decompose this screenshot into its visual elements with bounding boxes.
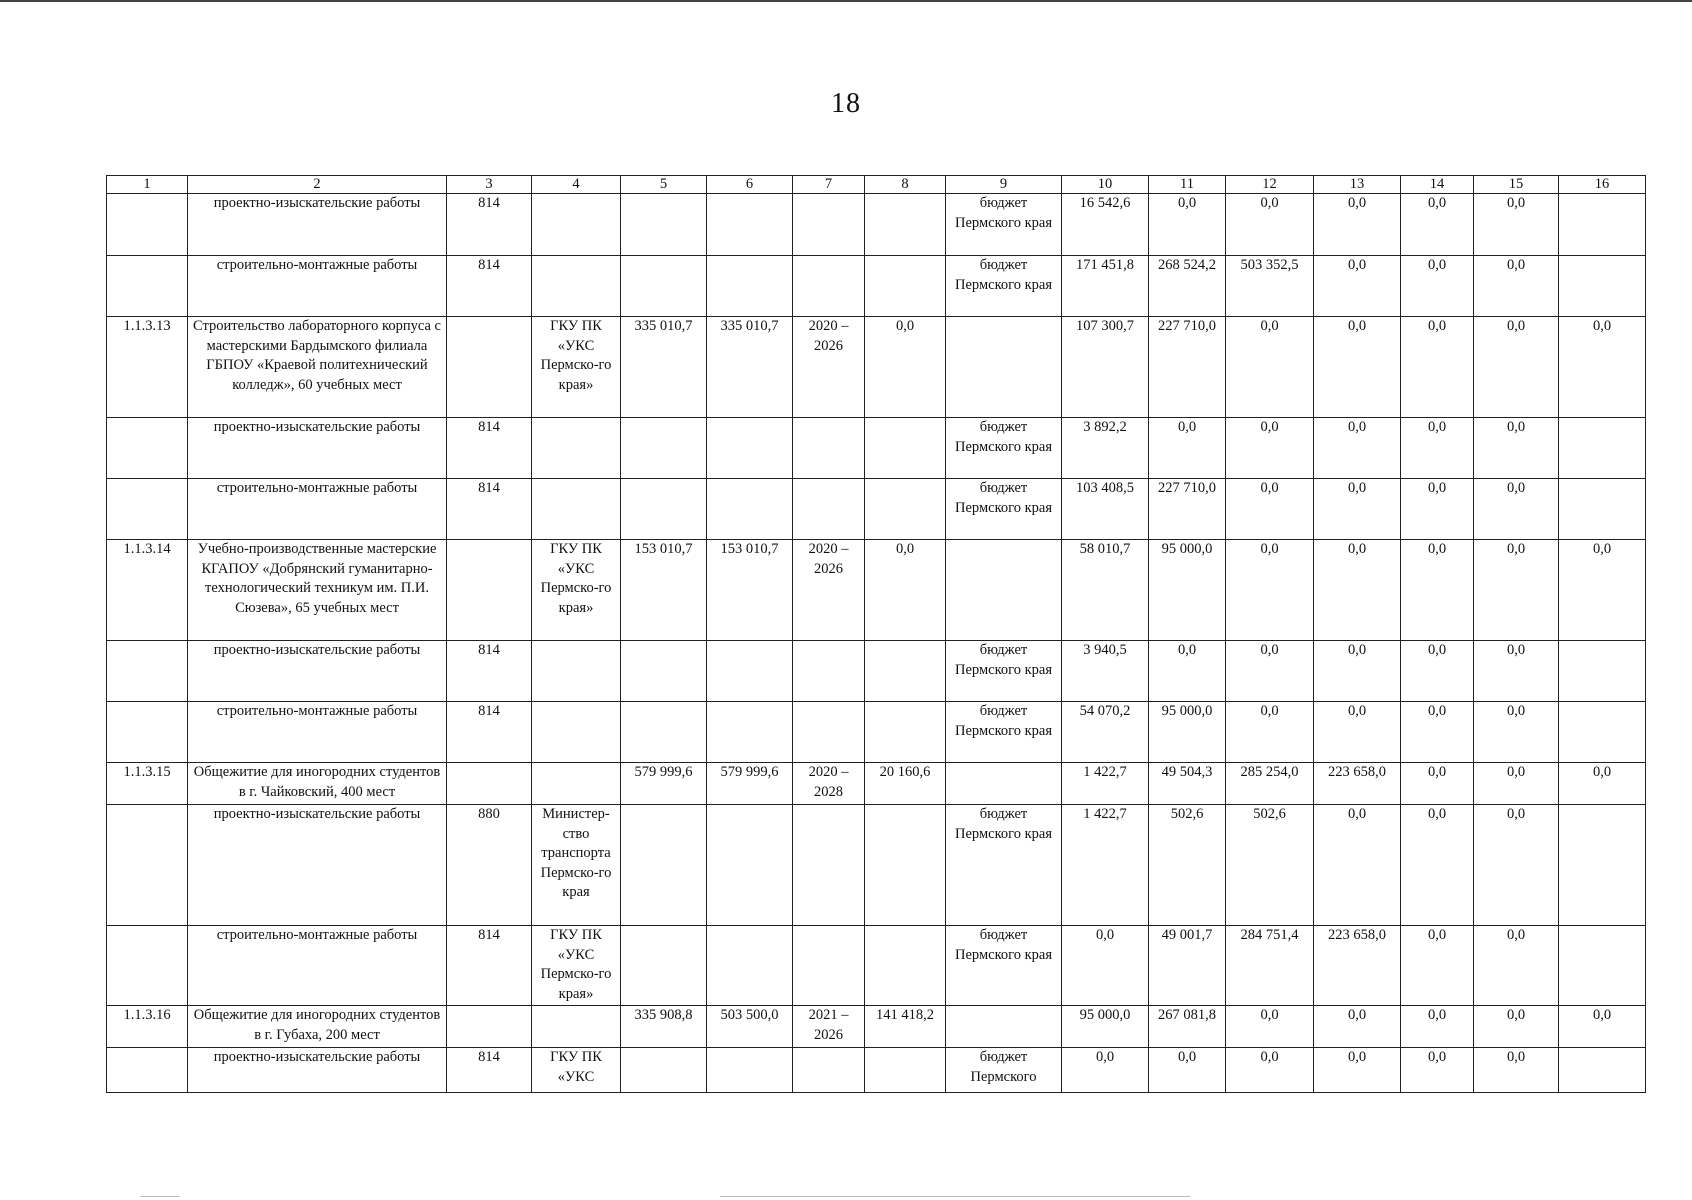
- value-cell: 0,0: [1226, 479, 1314, 540]
- executor-cell: [532, 418, 621, 479]
- value-cell: [621, 194, 707, 256]
- value-cell: 284 751,4: [1226, 926, 1314, 1006]
- item-code-cell: [107, 1048, 188, 1093]
- value-cell: 54 070,2: [1062, 702, 1149, 763]
- value-cell: [1559, 641, 1646, 702]
- value-cell: 0,0: [1559, 540, 1646, 641]
- value-cell: 579 999,6: [621, 763, 707, 805]
- value-cell: 223 658,0: [1314, 926, 1401, 1006]
- item-code-cell: 1.1.3.16: [107, 1006, 188, 1048]
- value-cell: 0,0: [1062, 1048, 1149, 1093]
- value-cell: 0,0: [1401, 418, 1474, 479]
- value-cell: [707, 641, 793, 702]
- item-row: [107, 317, 1646, 418]
- funding-source-cell: бюджет Пермского края: [946, 418, 1062, 479]
- column-number-header: 9: [946, 176, 1062, 194]
- value-cell: 0,0: [1401, 702, 1474, 763]
- value-cell: 2020 – 2028: [793, 763, 865, 805]
- value-cell: 0,0: [1314, 1006, 1401, 1048]
- value-cell: 2021 – 2026: [793, 1006, 865, 1048]
- value-cell: 268 524,2: [1149, 256, 1226, 317]
- value-cell: 0,0: [1314, 317, 1401, 418]
- funding-source-cell: бюджет Пермского края: [946, 702, 1062, 763]
- executor-cell: [532, 641, 621, 702]
- column-number-header: 14: [1401, 176, 1474, 194]
- value-cell: 503 500,0: [707, 1006, 793, 1048]
- value-cell: 0,0: [1401, 540, 1474, 641]
- value-cell: 0,0: [1149, 418, 1226, 479]
- value-cell: 0,0: [1474, 540, 1559, 641]
- column-number-header: 16: [1559, 176, 1646, 194]
- executor-cell: [532, 194, 621, 256]
- value-cell: [621, 805, 707, 926]
- column-number-header: 5: [621, 176, 707, 194]
- value-cell: 0,0: [1474, 926, 1559, 1006]
- value-cell: [707, 418, 793, 479]
- value-cell: 0,0: [1226, 702, 1314, 763]
- value-cell: [621, 418, 707, 479]
- value-cell: [707, 256, 793, 317]
- value-cell: [621, 641, 707, 702]
- value-cell: 227 710,0: [1149, 479, 1226, 540]
- page-number: 18: [831, 88, 861, 119]
- value-cell: [793, 418, 865, 479]
- value-cell: 1 422,7: [1062, 763, 1149, 805]
- funding-source-cell: бюджет Пермского края: [946, 194, 1062, 256]
- value-cell: 0,0: [1401, 1048, 1474, 1093]
- value-cell: [707, 702, 793, 763]
- table-cell: 814: [447, 194, 532, 256]
- value-cell: 1 422,7: [1062, 805, 1149, 926]
- column-number-header: 15: [1474, 176, 1559, 194]
- table-cell: 814: [447, 479, 532, 540]
- item-name-cell: строительно-монтажные работы: [188, 702, 447, 763]
- item-name-cell: проектно-изыскательские работы: [188, 641, 447, 702]
- value-cell: 0,0: [1474, 418, 1559, 479]
- sub-item-row: [107, 926, 1646, 1006]
- value-cell: 579 999,6: [707, 763, 793, 805]
- sub-item-row: [107, 256, 1646, 317]
- value-cell: 0,0: [1149, 194, 1226, 256]
- value-cell: [621, 926, 707, 1006]
- value-cell: 58 010,7: [1062, 540, 1149, 641]
- value-cell: [621, 1048, 707, 1093]
- executor-cell: ГКУ ПК «УКС Пермско-го края»: [532, 926, 621, 1006]
- scan-artifact: [720, 1196, 1190, 1197]
- value-cell: 2020 – 2026: [793, 540, 865, 641]
- value-cell: 0,0: [1149, 1048, 1226, 1093]
- executor-cell: [532, 479, 621, 540]
- column-number-header: 2: [188, 176, 447, 194]
- scan-artifact: [140, 1196, 180, 1197]
- value-cell: [707, 926, 793, 1006]
- value-cell: [1559, 479, 1646, 540]
- item-code-cell: [107, 805, 188, 926]
- funding-source-cell: бюджет Пермского края: [946, 641, 1062, 702]
- value-cell: 335 010,7: [707, 317, 793, 418]
- value-cell: 95 000,0: [1149, 540, 1226, 641]
- executor-cell: [532, 763, 621, 805]
- value-cell: [707, 194, 793, 256]
- value-cell: 0,0: [1226, 1048, 1314, 1093]
- value-cell: 502,6: [1149, 805, 1226, 926]
- value-cell: [793, 805, 865, 926]
- value-cell: 0,0: [1474, 805, 1559, 926]
- value-cell: 0,0: [1559, 1006, 1646, 1048]
- value-cell: 0,0: [1474, 641, 1559, 702]
- item-code-cell: 1.1.3.13: [107, 317, 188, 418]
- item-name-cell: Учебно-производственные мастерские КГАПОУ «Добрянский гуманитарно-технологический техникум им. П.И. Сюзева», 65 учебных мест: [188, 540, 447, 641]
- value-cell: [1559, 1048, 1646, 1093]
- value-cell: 0,0: [1226, 418, 1314, 479]
- value-cell: 153 010,7: [621, 540, 707, 641]
- value-cell: 0,0: [1226, 641, 1314, 702]
- value-cell: 95 000,0: [1149, 702, 1226, 763]
- value-cell: 0,0: [1474, 1048, 1559, 1093]
- value-cell: [1559, 256, 1646, 317]
- item-code-cell: [107, 926, 188, 1006]
- value-cell: [621, 256, 707, 317]
- item-name-cell: Общежитие для иногородних студентов в г. Чайковский, 400 мест: [188, 763, 447, 805]
- sub-item-row: [107, 479, 1646, 540]
- funding-source-cell: [946, 763, 1062, 805]
- value-cell: 0,0: [1401, 317, 1474, 418]
- table-cell: 814: [447, 641, 532, 702]
- value-cell: [707, 805, 793, 926]
- value-cell: 0,0: [1226, 194, 1314, 256]
- value-cell: [865, 702, 946, 763]
- item-name-cell: строительно-монтажные работы: [188, 479, 447, 540]
- column-number-header: 13: [1314, 176, 1401, 194]
- table-cell: 880: [447, 805, 532, 926]
- value-cell: [707, 1048, 793, 1093]
- item-name-cell: проектно-изыскательские работы: [188, 1048, 447, 1093]
- value-cell: 0,0: [1401, 926, 1474, 1006]
- column-number-header: 11: [1149, 176, 1226, 194]
- value-cell: 0,0: [1226, 1006, 1314, 1048]
- top-border-line: [0, 0, 1692, 2]
- value-cell: [1559, 418, 1646, 479]
- value-cell: [793, 479, 865, 540]
- item-name-cell: проектно-изыскательские работы: [188, 194, 447, 256]
- executor-cell: ГКУ ПК «УКС: [532, 1048, 621, 1093]
- sub-item-row: [107, 702, 1646, 763]
- value-cell: 0,0: [1314, 540, 1401, 641]
- value-cell: [793, 641, 865, 702]
- value-cell: 502,6: [1226, 805, 1314, 926]
- value-cell: 0,0: [1226, 540, 1314, 641]
- value-cell: [793, 1048, 865, 1093]
- item-name-cell: строительно-монтажные работы: [188, 256, 447, 317]
- value-cell: 0,0: [865, 540, 946, 641]
- value-cell: 3 940,5: [1062, 641, 1149, 702]
- value-cell: 0,0: [1314, 479, 1401, 540]
- column-number-header: 3: [447, 176, 532, 194]
- value-cell: 0,0: [1226, 317, 1314, 418]
- value-cell: 0,0: [1401, 256, 1474, 317]
- value-cell: 503 352,5: [1226, 256, 1314, 317]
- item-name-cell: проектно-изыскательские работы: [188, 418, 447, 479]
- value-cell: 171 451,8: [1062, 256, 1149, 317]
- value-cell: 0,0: [1474, 479, 1559, 540]
- value-cell: 223 658,0: [1314, 763, 1401, 805]
- column-number-row: [107, 176, 1646, 194]
- value-cell: 0,0: [1474, 1006, 1559, 1048]
- value-cell: 141 418,2: [865, 1006, 946, 1048]
- table-cell: [447, 540, 532, 641]
- value-cell: 95 000,0: [1062, 1006, 1149, 1048]
- value-cell: 0,0: [1401, 479, 1474, 540]
- value-cell: [865, 1048, 946, 1093]
- column-number-header: 7: [793, 176, 865, 194]
- value-cell: 335 908,8: [621, 1006, 707, 1048]
- value-cell: [1559, 926, 1646, 1006]
- table-cell: 814: [447, 1048, 532, 1093]
- value-cell: [865, 194, 946, 256]
- value-cell: [707, 479, 793, 540]
- item-code-cell: [107, 256, 188, 317]
- item-code-cell: 1.1.3.14: [107, 540, 188, 641]
- executor-cell: ГКУ ПК «УКС Пермско-го края»: [532, 540, 621, 641]
- column-number-header: 1: [107, 176, 188, 194]
- item-row: [107, 540, 1646, 641]
- sub-item-row: [107, 641, 1646, 702]
- value-cell: 2020 – 2026: [793, 317, 865, 418]
- item-code-cell: [107, 702, 188, 763]
- value-cell: [865, 926, 946, 1006]
- item-row: [107, 1006, 1646, 1048]
- table-cell: 814: [447, 926, 532, 1006]
- item-code-cell: [107, 641, 188, 702]
- value-cell: 0,0: [1401, 805, 1474, 926]
- value-cell: 0,0: [1474, 256, 1559, 317]
- sub-item-row: [107, 418, 1646, 479]
- column-number-header: 6: [707, 176, 793, 194]
- value-cell: 335 010,7: [621, 317, 707, 418]
- value-cell: 49 504,3: [1149, 763, 1226, 805]
- sub-item-row: [107, 805, 1646, 926]
- value-cell: 103 408,5: [1062, 479, 1149, 540]
- column-number-header: 4: [532, 176, 621, 194]
- value-cell: [793, 256, 865, 317]
- item-name-cell: Строительство лабораторного корпуса с мастерскими Бардымского филиала ГБПОУ «Краевой политехнический колледж», 60 учебных мест: [188, 317, 447, 418]
- funding-source-cell: [946, 540, 1062, 641]
- item-code-cell: [107, 194, 188, 256]
- funding-source-cell: бюджет Пермского края: [946, 479, 1062, 540]
- value-cell: 107 300,7: [1062, 317, 1149, 418]
- value-cell: 20 160,6: [865, 763, 946, 805]
- sub-item-row: [107, 194, 1646, 256]
- table-cell: [447, 763, 532, 805]
- table-cell: 814: [447, 256, 532, 317]
- executor-cell: [532, 256, 621, 317]
- value-cell: 285 254,0: [1226, 763, 1314, 805]
- item-name-cell: проектно-изыскательские работы: [188, 805, 447, 926]
- item-code-cell: [107, 479, 188, 540]
- item-code-cell: 1.1.3.15: [107, 763, 188, 805]
- table-cell: [447, 1006, 532, 1048]
- value-cell: [865, 418, 946, 479]
- value-cell: [865, 805, 946, 926]
- value-cell: 16 542,6: [1062, 194, 1149, 256]
- value-cell: 0,0: [1559, 763, 1646, 805]
- value-cell: 0,0: [1474, 194, 1559, 256]
- funding-source-cell: бюджет Пермского края: [946, 926, 1062, 1006]
- value-cell: 227 710,0: [1149, 317, 1226, 418]
- value-cell: 0,0: [1559, 317, 1646, 418]
- value-cell: 0,0: [1314, 702, 1401, 763]
- value-cell: 0,0: [1401, 1006, 1474, 1048]
- funding-source-cell: бюджет Пермского края: [946, 805, 1062, 926]
- item-name-cell: строительно-монтажные работы: [188, 926, 447, 1006]
- value-cell: 0,0: [1314, 805, 1401, 926]
- value-cell: 153 010,7: [707, 540, 793, 641]
- value-cell: 0,0: [1401, 641, 1474, 702]
- table-cell: 814: [447, 702, 532, 763]
- value-cell: [1559, 805, 1646, 926]
- budget-table: [106, 175, 1646, 1093]
- column-number-header: 10: [1062, 176, 1149, 194]
- value-cell: 0,0: [1401, 763, 1474, 805]
- funding-source-cell: бюджет Пермского: [946, 1048, 1062, 1093]
- value-cell: [1559, 194, 1646, 256]
- value-cell: 0,0: [1149, 641, 1226, 702]
- value-cell: 0,0: [1314, 418, 1401, 479]
- item-code-cell: [107, 418, 188, 479]
- value-cell: [1559, 702, 1646, 763]
- funding-source-cell: бюджет Пермского края: [946, 256, 1062, 317]
- item-row: [107, 763, 1646, 805]
- sub-item-row: [107, 1048, 1646, 1093]
- executor-cell: ГКУ ПК «УКС Пермско-го края»: [532, 317, 621, 418]
- executor-cell: [532, 702, 621, 763]
- funding-source-cell: [946, 317, 1062, 418]
- value-cell: [865, 256, 946, 317]
- funding-source-cell: [946, 1006, 1062, 1048]
- value-cell: [865, 641, 946, 702]
- column-number-header: 8: [865, 176, 946, 194]
- value-cell: 0,0: [865, 317, 946, 418]
- value-cell: 0,0: [1474, 317, 1559, 418]
- value-cell: 267 081,8: [1149, 1006, 1226, 1048]
- value-cell: [793, 194, 865, 256]
- value-cell: [621, 479, 707, 540]
- value-cell: 49 001,7: [1149, 926, 1226, 1006]
- column-number-header: 12: [1226, 176, 1314, 194]
- value-cell: 0,0: [1401, 194, 1474, 256]
- value-cell: 0,0: [1474, 763, 1559, 805]
- value-cell: 3 892,2: [1062, 418, 1149, 479]
- table-cell: [447, 317, 532, 418]
- item-name-cell: Общежитие для иногородних студентов в г. Губаха, 200 мест: [188, 1006, 447, 1048]
- value-cell: [621, 702, 707, 763]
- value-cell: 0,0: [1314, 1048, 1401, 1093]
- value-cell: [793, 926, 865, 1006]
- value-cell: 0,0: [1474, 702, 1559, 763]
- value-cell: [793, 702, 865, 763]
- value-cell: 0,0: [1314, 194, 1401, 256]
- value-cell: 0,0: [1314, 641, 1401, 702]
- executor-cell: [532, 1006, 621, 1048]
- value-cell: 0,0: [1062, 926, 1149, 1006]
- value-cell: [865, 479, 946, 540]
- value-cell: 0,0: [1314, 256, 1401, 317]
- executor-cell: Министер-ство транспорта Пермско-го края: [532, 805, 621, 926]
- table-cell: 814: [447, 418, 532, 479]
